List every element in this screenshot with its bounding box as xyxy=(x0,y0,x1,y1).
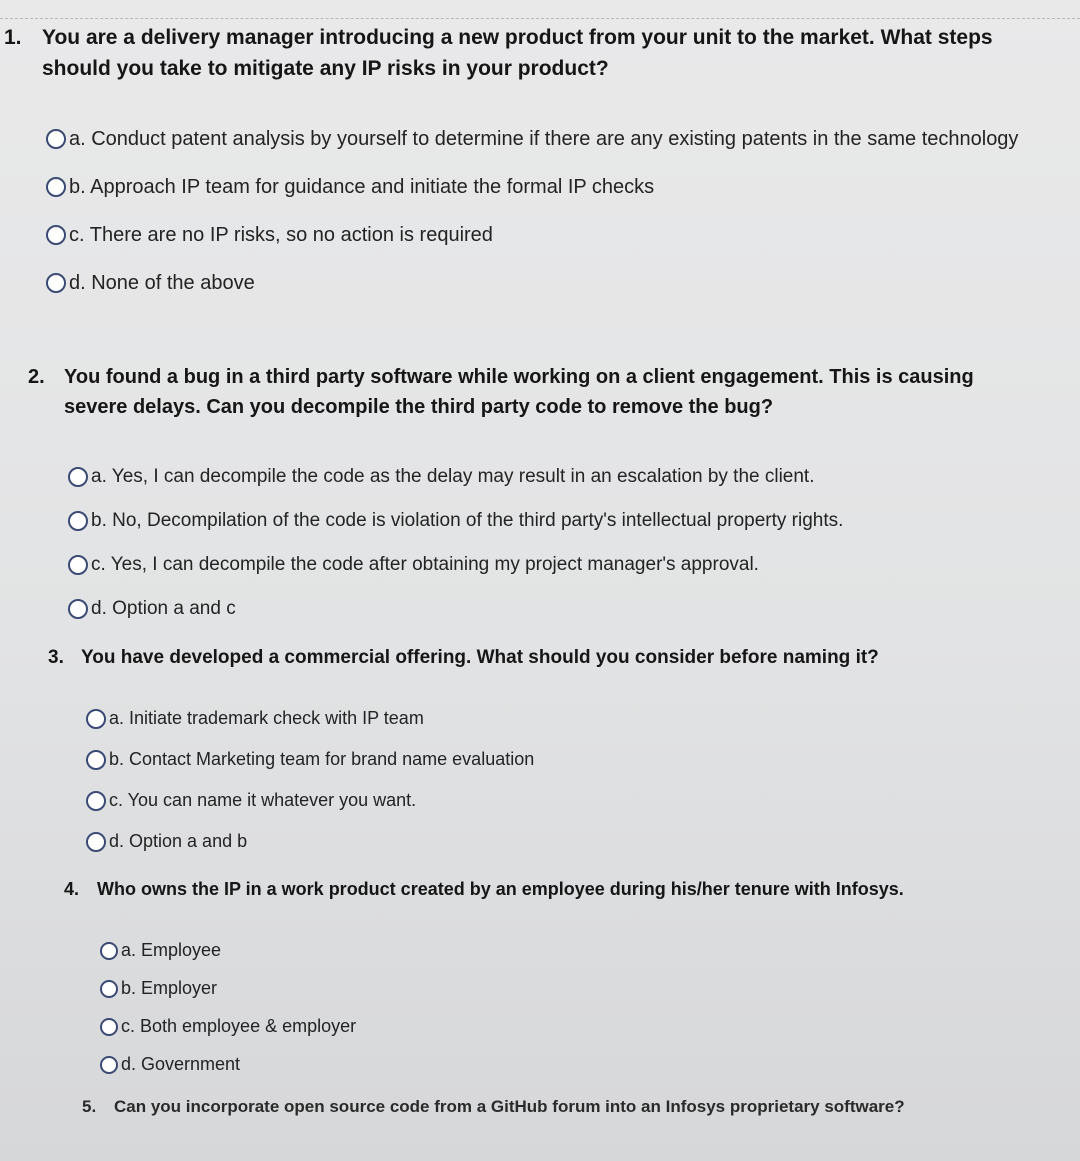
q3-option-d[interactable] xyxy=(86,827,1008,855)
q2-option-b-label: b. No, Decompilation of the code is violation of the third party's intellectual property rights. xyxy=(91,510,844,531)
radio-button-icon[interactable] xyxy=(68,511,88,531)
q4-option-a[interactable] xyxy=(100,937,1004,964)
question-2 xyxy=(28,362,1028,624)
q2-option-b[interactable] xyxy=(68,506,1028,536)
question-5-number: 5. xyxy=(82,1097,97,1116)
q1-option-b[interactable] xyxy=(46,172,1044,202)
q4-option-c-label: c. Both employee & employer xyxy=(121,1016,357,1036)
question-3-text: You have developed a commercial offering. What should you consider before naming it? xyxy=(81,647,879,668)
question-3 xyxy=(48,644,1008,855)
radio-button-icon[interactable] xyxy=(68,555,88,575)
radio-button-icon[interactable] xyxy=(100,980,118,998)
question-1-text: You are a delivery manager introducing a new product from your unit to the market. What steps should you take to mitigate any IP risks in your product? xyxy=(42,26,993,80)
question-2-text: You found a bug in a third party software while working on a client engagement. This is causing severe delays. Can you decompile the third party code to remove the bug? xyxy=(64,366,974,418)
q4-option-d-label: d. Government xyxy=(121,1054,241,1074)
question-1-options xyxy=(46,124,1044,298)
radio-button-icon[interactable] xyxy=(86,791,106,811)
question-3-number: 3. xyxy=(48,647,64,668)
page-top-divider xyxy=(0,18,1080,19)
question-2-options xyxy=(68,462,1028,624)
radio-button-icon[interactable] xyxy=(68,467,88,487)
radio-button-icon[interactable] xyxy=(100,942,118,960)
q4-option-c[interactable] xyxy=(100,1013,1004,1040)
question-5-title xyxy=(82,1093,922,1120)
q1-option-c-label: c. There are no IP risks, so no action is required xyxy=(69,224,493,246)
radio-button-icon[interactable] xyxy=(46,273,66,293)
question-1-number: 1. xyxy=(4,26,22,49)
radio-button-icon[interactable] xyxy=(86,709,106,729)
question-4-title xyxy=(64,876,1004,903)
q1-option-b-label: b. Approach IP team for guidance and initiate the formal IP checks xyxy=(69,176,655,198)
q3-option-d-label: d. Option a and b xyxy=(109,831,248,851)
q1-option-a[interactable] xyxy=(46,124,1044,154)
q3-option-b-label: b. Contact Marketing team for brand name evaluation xyxy=(109,749,535,769)
radio-button-icon[interactable] xyxy=(100,1018,118,1036)
radio-button-icon[interactable] xyxy=(100,1056,118,1074)
question-5-text: Can you incorporate open source code from a GitHub forum into an Infosys proprietary software? xyxy=(114,1097,905,1116)
question-5 xyxy=(82,1093,922,1120)
question-1-title xyxy=(4,22,1044,84)
q3-option-a-label: a. Initiate trademark check with IP team xyxy=(109,708,424,728)
question-4-number: 4. xyxy=(64,879,80,899)
q3-option-b[interactable] xyxy=(86,745,1008,773)
q2-option-a-label: a. Yes, I can decompile the code as the delay may result in an escalation by the client. xyxy=(91,466,815,487)
q4-option-a-label: a. Employee xyxy=(121,940,222,960)
q2-option-a[interactable] xyxy=(68,462,1028,492)
q4-option-d[interactable] xyxy=(100,1051,1004,1078)
q1-option-d-label: d. None of the above xyxy=(69,272,255,294)
question-3-title xyxy=(48,644,1008,672)
radio-button-icon[interactable] xyxy=(86,832,106,852)
q2-option-c-label: c. Yes, I can decompile the code after obtaining my project manager's approval. xyxy=(91,554,759,575)
radio-button-icon[interactable] xyxy=(68,599,88,619)
radio-button-icon[interactable] xyxy=(46,177,66,197)
q4-option-b-label: b. Employer xyxy=(121,978,218,998)
question-3-options xyxy=(86,704,1008,855)
question-2-number: 2. xyxy=(28,366,45,388)
q1-option-c[interactable] xyxy=(46,220,1044,250)
question-4-options xyxy=(100,937,1004,1078)
radio-button-icon[interactable] xyxy=(46,129,66,149)
question-1 xyxy=(4,22,1044,298)
q1-option-d[interactable] xyxy=(46,268,1044,298)
q2-option-c[interactable] xyxy=(68,550,1028,580)
q3-option-c-label: c. You can name it whatever you want. xyxy=(109,790,417,810)
radio-button-icon[interactable] xyxy=(46,225,66,245)
question-4-text: Who owns the IP in a work product created by an employee during his/her tenure with Infosys. xyxy=(97,879,904,899)
q3-option-c[interactable] xyxy=(86,786,1008,814)
q1-option-a-label: a. Conduct patent analysis by yourself to determine if there are any existing patents in the same technology xyxy=(69,128,1019,150)
q3-option-a[interactable] xyxy=(86,704,1008,732)
q2-option-d[interactable] xyxy=(68,594,1028,624)
question-4 xyxy=(64,876,1004,1078)
q2-option-d-label: d. Option a and c xyxy=(91,598,236,619)
question-2-title xyxy=(28,362,1028,422)
radio-button-icon[interactable] xyxy=(86,750,106,770)
q4-option-b[interactable] xyxy=(100,975,1004,1002)
